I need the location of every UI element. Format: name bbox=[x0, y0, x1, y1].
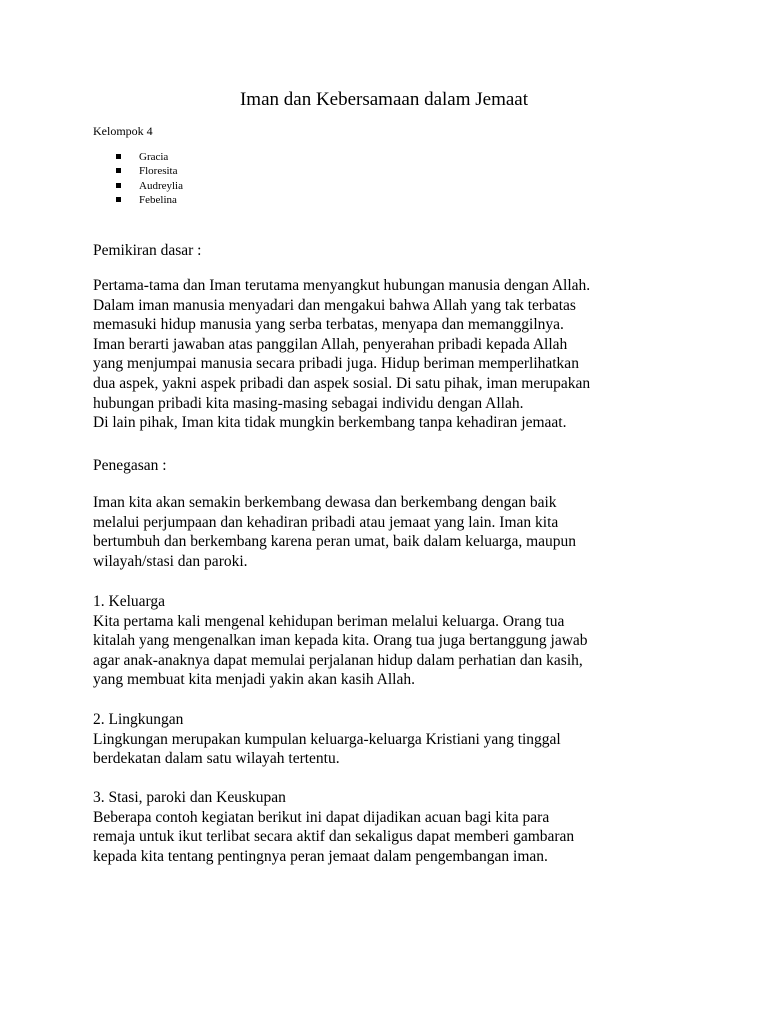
list-item bbox=[116, 193, 183, 207]
keluarga-section bbox=[93, 592, 693, 690]
paragraph-line: Beberapa contoh kegiatan berikut ini dapat dijadikan acuan bagi kita para bbox=[93, 808, 550, 826]
paragraph-line: Iman kita akan semakin berkembang dewasa dan berkembang dengan baik bbox=[93, 494, 557, 511]
paragraph-line: berdekatan dalam satu wilayah tertentu. bbox=[93, 750, 340, 768]
paragraph-line: Dalam iman manusia menyadari dan mengakui bahwa Allah yang tak terbatas bbox=[93, 296, 576, 314]
group-label: Kelompok 4 bbox=[93, 124, 153, 138]
paragraph-line: Di lain pihak, Iman kita tidak mungkin berkembang tanpa kehadiran jemaat. bbox=[93, 414, 567, 432]
list-item bbox=[116, 150, 183, 164]
list-item bbox=[116, 164, 183, 178]
paragraph-line: Kita pertama kali mengenal kehidupan beriman melalui keluarga. Orang tua bbox=[93, 612, 565, 630]
paragraph-line: Pertama-tama dan Iman terutama menyangkut hubungan manusia dengan Allah. bbox=[93, 277, 591, 294]
paragraph-line: memasuki hidup manusia yang serba terbatas, menyapa dan memanggilnya. bbox=[93, 316, 564, 334]
square-bullet-icon bbox=[116, 168, 121, 173]
paragraph-line: hubungan pribadi kita masing-masing sebagai individu dengan Allah. bbox=[93, 394, 524, 412]
member-name: Audreylia bbox=[139, 179, 183, 192]
paragraph-line: yang menjumpai manusia secara pribadi juga. Hidup beriman memperlihatkan bbox=[93, 355, 579, 373]
pemikiran-paragraph bbox=[93, 276, 693, 433]
section-heading: 1. Keluarga bbox=[93, 593, 166, 610]
paragraph-line: remaja untuk ikut terlibat secara aktif dan sekaligus dapat memberi gambaran bbox=[93, 828, 575, 846]
penegasan-heading: Penegasan : bbox=[93, 457, 167, 474]
paragraph-line: Iman berarti jawaban atas panggilan Allah, penyerahan pribadi kepada Allah bbox=[93, 335, 568, 353]
member-name: Floresita bbox=[139, 165, 178, 178]
member-list bbox=[116, 150, 183, 207]
stasi-section bbox=[93, 788, 693, 866]
penegasan-paragraph bbox=[93, 493, 693, 571]
section-heading: 3. Stasi, paroki dan Keuskupan bbox=[93, 789, 286, 806]
square-bullet-icon bbox=[116, 183, 121, 188]
paragraph-line: kitalah yang mengenalkan iman kepada kita. Orang tua juga bertanggung jawab bbox=[93, 632, 588, 650]
square-bullet-icon bbox=[116, 154, 121, 159]
member-name: Gracia bbox=[139, 151, 169, 163]
paragraph-line: wilayah/stasi dan paroki. bbox=[93, 552, 248, 570]
square-bullet-icon bbox=[116, 197, 121, 202]
member-name: Febelina bbox=[139, 193, 177, 206]
lingkungan-section bbox=[93, 710, 693, 769]
pemikiran-heading: Pemikiran dasar : bbox=[93, 242, 202, 259]
document-title: Iman dan Kebersamaan dalam Jemaat bbox=[239, 89, 529, 110]
paragraph-line: dua aspek, yakni aspek pribadi dan aspek sosial. Di satu pihak, iman merupakan bbox=[93, 374, 591, 392]
paragraph-line: agar anak-anaknya dapat memulai perjalanan hidup dalam perhatian dan kasih, bbox=[93, 651, 583, 669]
paragraph-line: Lingkungan merupakan kumpulan keluarga-keluarga Kristiani yang tinggal bbox=[93, 730, 561, 748]
paragraph-line: bertumbuh dan berkembang karena peran umat, baik dalam keluarga, maupun bbox=[93, 533, 577, 551]
paragraph-line: melalui perjumpaan dan kehadiran pribadi atau jemaat yang lain. Iman kita bbox=[93, 513, 559, 531]
section-heading: 2. Lingkungan bbox=[93, 711, 184, 728]
paragraph-line: kepada kita tentang pentingnya peran jemaat dalam pengembangan iman. bbox=[93, 847, 548, 865]
list-item bbox=[116, 179, 183, 193]
paragraph-line: yang membuat kita menjadi yakin akan kasih Allah. bbox=[93, 671, 415, 689]
